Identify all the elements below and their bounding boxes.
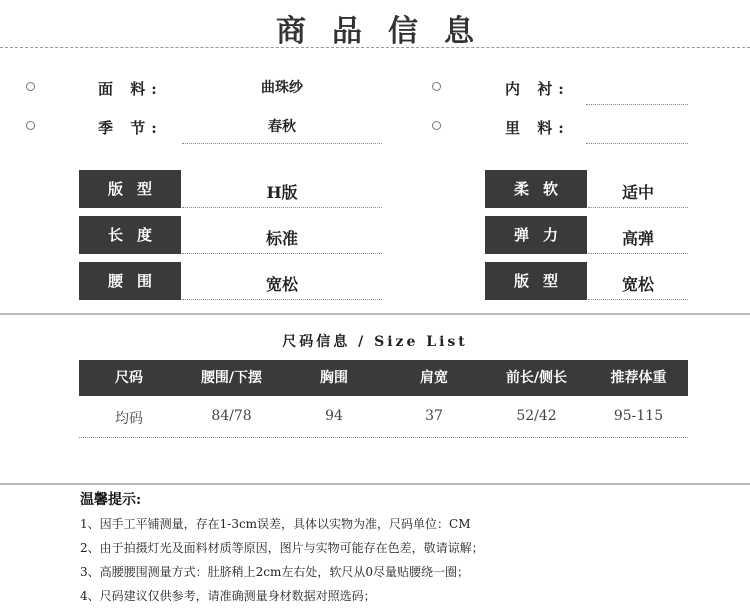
fabric-label: 面 料: (98, 80, 163, 98)
season-value: 春秋 (268, 119, 296, 135)
fabric-value: 曲珠纱 (261, 80, 303, 96)
lining-label: 内 衬: (505, 80, 570, 98)
page-title: 商品信息 (276, 14, 500, 49)
attribute-value: 标准 (265, 229, 298, 248)
attribute-underline (182, 253, 382, 254)
bullet-circle-icon (432, 82, 441, 91)
attribute-underline (182, 207, 382, 208)
table-cell: 94 (325, 408, 343, 424)
season-underline (182, 143, 382, 144)
table-cell: 均码 (115, 411, 143, 427)
inner-label: 里 料: (505, 119, 570, 137)
column-header: 腰围/下摆 (200, 370, 263, 386)
bullet-circle-icon (432, 121, 441, 130)
attribute-box: 版型 (79, 170, 181, 208)
attribute-value: 宽松 (621, 275, 654, 294)
attribute-value: H版 (266, 183, 298, 202)
size-table-header (79, 360, 688, 396)
attribute-box: 腰围 (79, 262, 181, 300)
attribute-value: 高弹 (621, 229, 654, 248)
bullet-circle-icon (26, 82, 35, 91)
attribute-box: 柔软 (485, 170, 587, 208)
season-label: 季 节: (98, 119, 163, 137)
table-cell: 84/78 (211, 408, 252, 424)
attribute-value: 适中 (621, 183, 654, 202)
tips-title: 温馨提示: (80, 492, 142, 508)
attribute-underline (182, 299, 382, 300)
attribute-underline (588, 253, 688, 254)
table-row-underline (79, 437, 688, 438)
attribute-value: 宽松 (265, 275, 298, 294)
column-header: 胸围 (320, 370, 348, 386)
column-header: 推荐体重 (610, 370, 667, 386)
tip-item: 4、尺码建议仅供参考，请准确测量身材数据对照选码； (80, 589, 376, 603)
tip-item: 2、由于拍摄灯光及面料材质等原因，图片与实物可能存在色差，敬请谅解； (80, 541, 484, 555)
bullet-circle-icon (26, 121, 35, 130)
table-cell: 37 (425, 408, 443, 424)
lining-underline (586, 104, 688, 105)
attribute-underline (588, 299, 688, 300)
section-divider (0, 313, 750, 315)
title-divider (0, 47, 750, 48)
inner-underline (586, 143, 688, 144)
column-header: 前长/侧长 (505, 370, 568, 386)
attribute-box: 版型 (485, 262, 587, 300)
column-header: 尺码 (115, 370, 143, 386)
section-divider (0, 483, 750, 485)
table-cell: 52/42 (516, 408, 557, 424)
column-header: 肩宽 (420, 370, 448, 386)
attribute-box: 长度 (79, 216, 181, 254)
tip-item: 1、因手工平铺测量，存在1-3cm误差，具体以实物为准，尺码单位：CM (80, 517, 471, 531)
table-cell: 95-115 (613, 408, 664, 424)
attribute-underline (588, 207, 688, 208)
attribute-box: 弹力 (485, 216, 587, 254)
size-section-title: 尺码信息 / Size List (282, 334, 468, 350)
tip-item: 3、高腰腰围测量方式：肚脐稍上2cm左右处，软尺从0尽量贴腰绕一圈； (80, 565, 470, 579)
